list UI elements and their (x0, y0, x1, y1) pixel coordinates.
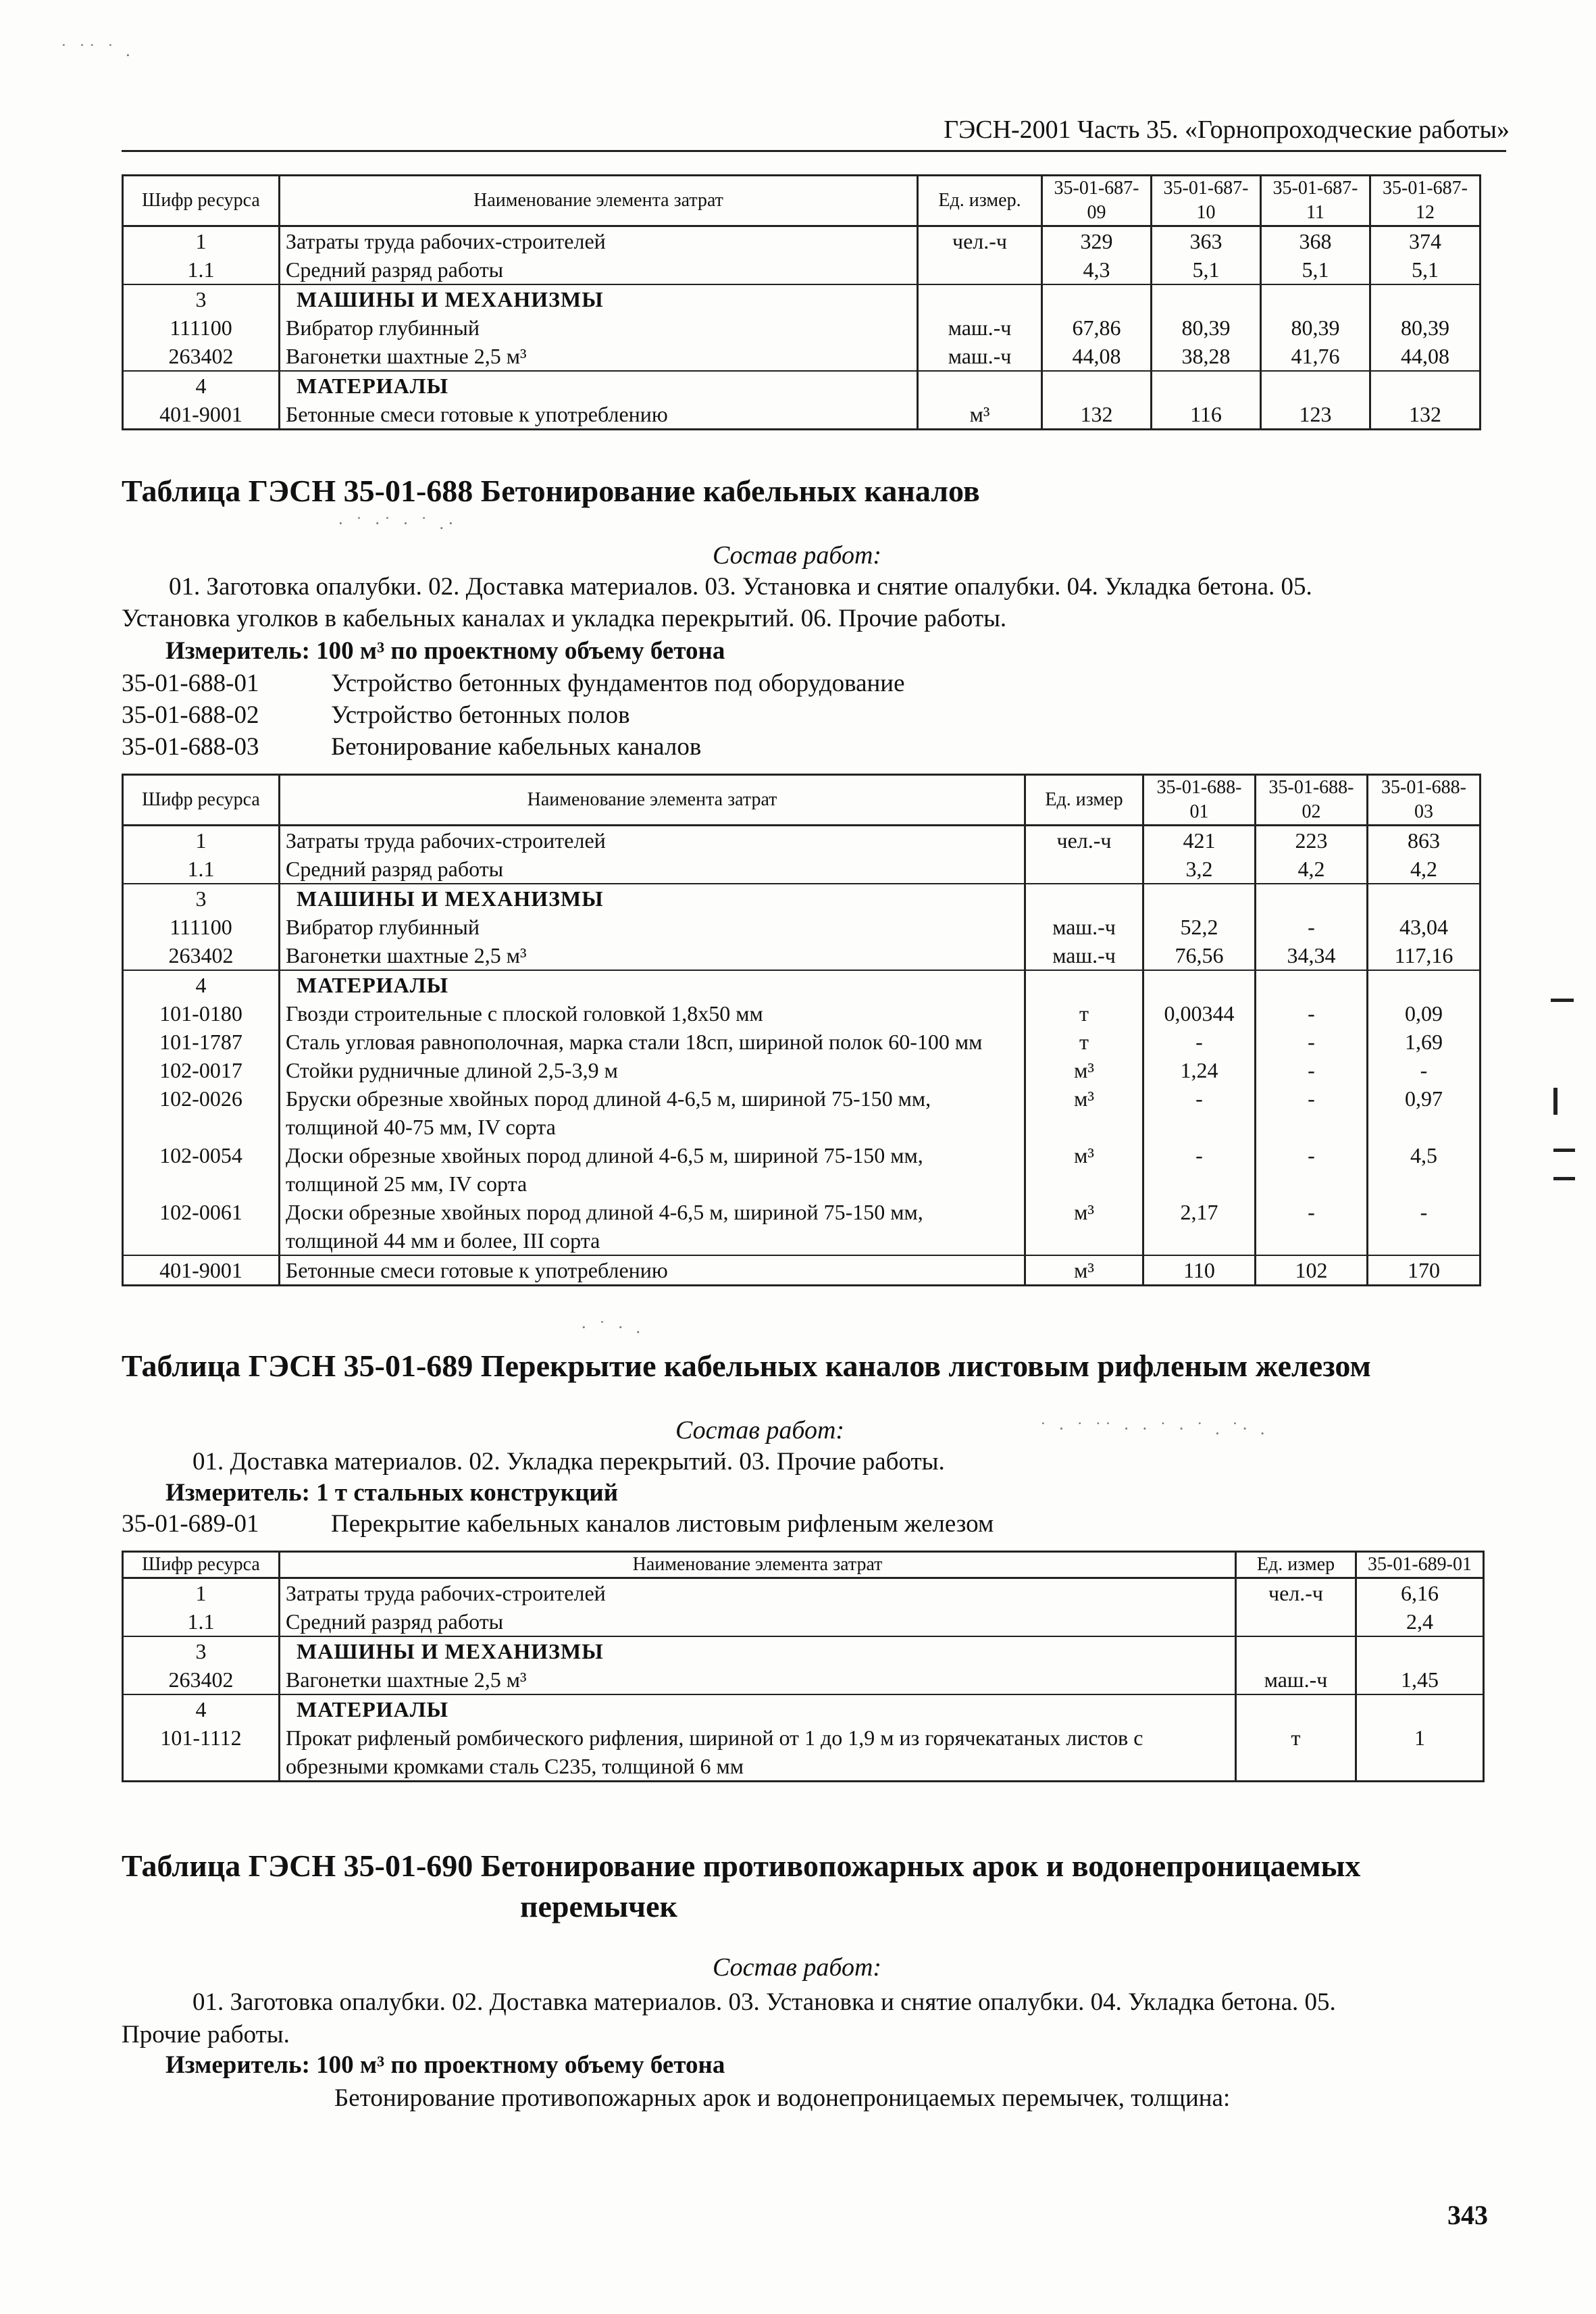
table-section-row (123, 1636, 1484, 1665)
table-cell: 44,08 (1042, 342, 1152, 371)
scan-noise: · ˙ · . (581, 1317, 644, 1337)
table-cell: Доски обрезные хвойных пород длиной 4-6,5 м, шириной 75-150 мм, толщиной 44 мм и более, III сорта (280, 1198, 1025, 1255)
table-header-row (123, 775, 1481, 826)
table-cell: м³ (918, 400, 1042, 430)
table-cell (1152, 371, 1261, 400)
table-cell: 263402 (123, 342, 280, 371)
measure-unit: Измеритель: 100 м³ по проектному объему бетона (165, 2051, 725, 2079)
table-cell: 1.1 (123, 855, 280, 884)
table-cell: 5,1 (1152, 255, 1261, 284)
scan-noise: ˙ ˙˙ ˙ . (61, 41, 134, 60)
table-cell: МАШИНЫ И МЕХАНИЗМЫ (280, 884, 1025, 913)
table-cell (1236, 1636, 1356, 1665)
table-row (123, 913, 1481, 941)
table-cell: 4,2 (1368, 855, 1481, 884)
col-header-rate: 35-01-688-01 (1143, 775, 1256, 826)
table-row (123, 1724, 1484, 1782)
table-cell: 102-0054 (123, 1141, 280, 1198)
col-header-rate: 35-01-688-03 (1368, 775, 1481, 826)
table-cell: т (1236, 1724, 1356, 1782)
table-cell: 3 (123, 1636, 280, 1665)
works-text: Прочие работы. (122, 2021, 290, 2048)
table-cell: 1 (1356, 1724, 1484, 1782)
table-cell: 102 (1256, 1255, 1368, 1286)
col-header-name: Наименование элемента затрат (280, 775, 1025, 826)
table-cell: 34,34 (1256, 941, 1368, 970)
table-row (123, 1578, 1484, 1608)
table-690-title-cont: перемычек (520, 1889, 678, 1923)
table-cell: 3 (123, 884, 280, 913)
item-line: 35-01-688-03 Бетонирование кабельных каналов (122, 733, 702, 761)
table-cell: 102-0061 (123, 1198, 280, 1255)
table-cell: 863 (1368, 826, 1481, 855)
works-text: 01. Заготовка опалубки. 02. Доставка материалов. 03. Установка и снятие опалубки. 04. Укладка бетона. 05. (169, 573, 1312, 601)
table-cell: - (1256, 913, 1368, 941)
table-cell: 4,3 (1042, 255, 1152, 284)
table-cell: 4 (123, 371, 280, 400)
table-cell: 44,08 (1370, 342, 1481, 371)
item-line: 35-01-688-01 Устройство бетонных фундаментов под оборудование (122, 670, 905, 697)
table-cell: 116 (1152, 400, 1261, 430)
table-cell: 101-1112 (123, 1724, 280, 1782)
table-cell: 5,1 (1370, 255, 1481, 284)
table-cell (1370, 284, 1481, 313)
table-cell (1368, 884, 1481, 913)
col-header-unit: Ед. измер (1236, 1552, 1356, 1578)
table-cell: маш.-ч (918, 342, 1042, 371)
subtitle-text: Бетонирование противопожарных арок и водонепроницаемых перемычек, толщина: (334, 2084, 1231, 2112)
table-cell: Средний разряд работы (280, 1607, 1236, 1636)
scan-margin-mark (1553, 1149, 1575, 1152)
scan-noise: · ˙ ·˙ · ˙ .· (338, 513, 458, 533)
table-cell: МАШИНЫ И МЕХАНИЗМЫ (280, 284, 918, 313)
table-cell: Средний разряд работы (280, 855, 1025, 884)
table-cell (918, 255, 1042, 284)
table-header-row (123, 176, 1481, 226)
table-cell: 1 (123, 826, 280, 855)
table-row (123, 313, 1481, 342)
table-section-row (123, 1694, 1484, 1724)
table-cell: 3 (123, 284, 280, 313)
col-header-rate: 35-01-687-09 (1042, 176, 1152, 226)
table-cell: 117,16 (1368, 941, 1481, 970)
table-cell: Средний разряд работы (280, 255, 918, 284)
table-cell: 123 (1261, 400, 1370, 430)
table-cell: - (1256, 999, 1368, 1028)
table-cell: т (1025, 1028, 1143, 1056)
table-cell: Вибратор глубинный (280, 313, 918, 342)
table-row (123, 1141, 1481, 1198)
table-cell: 102-0026 (123, 1084, 280, 1141)
scan-noise: ˙ · ˙ ˙˙ · · ˙ · ˙ . ˙· . (1040, 1419, 1269, 1438)
table-cell (918, 371, 1042, 400)
table-cell: Стойки рудничные длиной 2,5-3,9 м (280, 1056, 1025, 1084)
table-cell: чел.-ч (1025, 826, 1143, 855)
table-cell: 80,39 (1370, 313, 1481, 342)
table-688-title: Таблица ГЭСН 35-01-688 Бетонирование кабельных каналов (122, 474, 980, 508)
table-cell: - (1256, 1084, 1368, 1141)
table-cell: 421 (1143, 826, 1256, 855)
table-cell: Бетонные смеси готовые к употреблению (280, 400, 918, 430)
table-cell: - (1256, 1198, 1368, 1255)
table-cell: 43,04 (1368, 913, 1481, 941)
table-cell: 1,45 (1356, 1665, 1484, 1694)
table-cell: 132 (1370, 400, 1481, 430)
table-cell: 374 (1370, 226, 1481, 256)
table-cell: м³ (1025, 1084, 1143, 1141)
table-cell: - (1143, 1084, 1256, 1141)
table-689-title: Таблица ГЭСН 35-01-689 Перекрытие кабельных каналов листовым рифленым железом (122, 1349, 1371, 1383)
table-cell: маш.-ч (1025, 913, 1143, 941)
table-cell: 170 (1368, 1255, 1481, 1286)
col-header-rate: 35-01-687-12 (1370, 176, 1481, 226)
table-cell: 111100 (123, 913, 280, 941)
table-cell: 329 (1042, 226, 1152, 256)
page-number: 343 (1447, 2200, 1488, 2230)
table-cell (1143, 884, 1256, 913)
table-cell: - (1143, 1028, 1256, 1056)
table-section-row (123, 371, 1481, 400)
table-cell: 4,5 (1368, 1141, 1481, 1198)
table-cell (1236, 1607, 1356, 1636)
table-row (123, 855, 1481, 884)
col-header-name: Наименование элемента затрат (280, 176, 918, 226)
table-cell (1143, 970, 1256, 999)
table-cell: маш.-ч (1025, 941, 1143, 970)
table-cell: 0,97 (1368, 1084, 1481, 1141)
works-text: 01. Заготовка опалубки. 02. Доставка материалов. 03. Установка и снятие опалубки. 04. Укладка бетона. 05. (192, 1988, 1336, 2016)
table-cell: - (1256, 1028, 1368, 1056)
table-689 (122, 1551, 1485, 1782)
table-cell: 76,56 (1143, 941, 1256, 970)
table-cell: Бруски обрезные хвойных пород длиной 4-6,5 м, шириной 75-150 мм, толщиной 40-75 мм, IV сорта (280, 1084, 1025, 1141)
table-cell: чел.-ч (1236, 1578, 1356, 1608)
table-row (123, 342, 1481, 371)
table-cell: 4,2 (1256, 855, 1368, 884)
table-cell: 0,00344 (1143, 999, 1256, 1028)
table-cell: Затраты труда рабочих-строителей (280, 226, 918, 256)
works-text: Установка уголков в кабельных каналах и укладка перекрытий. 06. Прочие работы. (122, 605, 1007, 632)
table-cell: - (1143, 1141, 1256, 1198)
table-cell (1152, 284, 1261, 313)
table-cell (1042, 371, 1152, 400)
table-row (123, 400, 1481, 430)
table-cell: Затраты труда рабочих-строителей (280, 826, 1025, 855)
table-section-row (123, 970, 1481, 999)
table-cell: 401-9001 (123, 400, 280, 430)
table-row (123, 1056, 1481, 1084)
table-cell: маш.-ч (1236, 1665, 1356, 1694)
table-cell (1025, 970, 1143, 999)
table-cell: 1 (123, 1578, 280, 1608)
table-cell: 101-1787 (123, 1028, 280, 1056)
table-cell: м³ (1025, 1198, 1143, 1255)
table-cell (1256, 884, 1368, 913)
table-cell: 263402 (123, 941, 280, 970)
table-header-row (123, 1552, 1484, 1578)
table-cell (1025, 855, 1143, 884)
table-cell: Бетонные смеси готовые к употреблению (280, 1255, 1025, 1286)
table-cell: 4 (123, 970, 280, 999)
table-row (123, 999, 1481, 1028)
table-row (123, 226, 1481, 256)
table-cell: Вагонетки шахтные 2,5 м³ (280, 1665, 1236, 1694)
table-cell: 223 (1256, 826, 1368, 855)
table-cell (1042, 284, 1152, 313)
table-cell: 401-9001 (123, 1255, 280, 1286)
col-header-name: Наименование элемента затрат (280, 1552, 1236, 1578)
table-cell: м³ (1025, 1056, 1143, 1084)
col-header-code: Шифр ресурса (123, 1552, 280, 1578)
col-header-unit: Ед. измер (1025, 775, 1143, 826)
table-cell: 132 (1042, 400, 1152, 430)
scan-margin-mark (1553, 1088, 1558, 1115)
table-cell: 110 (1143, 1255, 1256, 1286)
table-cell (1256, 970, 1368, 999)
table-690-title: Таблица ГЭСН 35-01-690 Бетонирование противопожарных арок и водонепроницаемых (122, 1848, 1361, 1883)
table-cell: МАШИНЫ И МЕХАНИЗМЫ (280, 1636, 1236, 1665)
table-cell: 263402 (123, 1665, 280, 1694)
table-cell (1236, 1694, 1356, 1724)
table-cell: Вибратор глубинный (280, 913, 1025, 941)
table-cell: Затраты труда рабочих-строителей (280, 1578, 1236, 1608)
table-cell: 102-0017 (123, 1056, 280, 1084)
table-cell: м³ (1025, 1141, 1143, 1198)
table-cell: 2,4 (1356, 1607, 1484, 1636)
table-cell: 1.1 (123, 255, 280, 284)
table-688 (122, 774, 1481, 1286)
table-row (123, 1255, 1481, 1286)
works-caption: Состав работ: (713, 1953, 882, 1982)
table-cell: 4 (123, 1694, 280, 1724)
table-cell: 52,2 (1143, 913, 1256, 941)
item-line: 35-01-688-02 Устройство бетонных полов (122, 701, 630, 729)
table-cell (1368, 970, 1481, 999)
scan-margin-mark (1551, 999, 1574, 1002)
table-cell: 6,16 (1356, 1578, 1484, 1608)
header-rule (122, 150, 1506, 152)
table-row (123, 1198, 1481, 1255)
measure-unit: Измеритель: 1 т стальных конструкций (165, 1479, 619, 1507)
table-cell (1025, 884, 1143, 913)
works-caption: Состав работ: (713, 541, 882, 570)
table-cell: маш.-ч (918, 313, 1042, 342)
table-row (123, 1084, 1481, 1141)
table-cell: Сталь угловая равнополочная, марка стали 18сп, шириной полок 60-100 мм (280, 1028, 1025, 1056)
works-caption: Состав работ: (675, 1416, 845, 1444)
col-header-rate: 35-01-687-11 (1261, 176, 1370, 226)
col-header-rate: 35-01-688-02 (1256, 775, 1368, 826)
table-cell: Доски обрезные хвойных пород длиной 4-6,5 м, шириной 75-150 мм, толщиной 25 мм, IV сорта (280, 1141, 1025, 1198)
table-row (123, 826, 1481, 855)
measure-unit: Измеритель: 100 м³ по проектному объему бетона (165, 637, 725, 665)
table-cell: 80,39 (1261, 313, 1370, 342)
table-cell: 1,24 (1143, 1056, 1256, 1084)
table-cell: 80,39 (1152, 313, 1261, 342)
table-cell: 38,28 (1152, 342, 1261, 371)
table-cell: т (1025, 999, 1143, 1028)
table-row (123, 1665, 1484, 1694)
table-cell: МАТЕРИАЛЫ (280, 371, 918, 400)
table-cell: 363 (1152, 226, 1261, 256)
table-row (123, 1028, 1481, 1056)
table-cell (1356, 1636, 1484, 1665)
table-section-row (123, 284, 1481, 313)
table-cell: - (1256, 1056, 1368, 1084)
table-cell: - (1368, 1198, 1481, 1255)
table-cell: 3,2 (1143, 855, 1256, 884)
table-cell: Прокат рифленый ромбического рифления, шириной от 1 до 1,9 м из горячекатаных листов с обрезными кромками сталь С235, толщиной 6 мм (280, 1724, 1236, 1782)
table-cell (1370, 371, 1481, 400)
table-cell: - (1256, 1141, 1368, 1198)
table-cell: 1,69 (1368, 1028, 1481, 1056)
table-cell: 101-0180 (123, 999, 280, 1028)
col-header-code: Шифр ресурса (123, 176, 280, 226)
works-text: 01. Доставка материалов. 02. Укладка перекрытий. 03. Прочие работы. (192, 1448, 945, 1476)
col-header-code: Шифр ресурса (123, 775, 280, 826)
table-cell (918, 284, 1042, 313)
table-row (123, 1607, 1484, 1636)
table-cell: МАТЕРИАЛЫ (280, 970, 1025, 999)
table-cell: 67,86 (1042, 313, 1152, 342)
table-687 (122, 174, 1481, 430)
table-cell: м³ (1025, 1255, 1143, 1286)
table-row (123, 255, 1481, 284)
col-header-rate: 35-01-689-01 (1356, 1552, 1484, 1578)
table-cell (1261, 371, 1370, 400)
table-cell: 41,76 (1261, 342, 1370, 371)
table-cell: Вагонетки шахтные 2,5 м³ (280, 941, 1025, 970)
table-cell: чел.-ч (918, 226, 1042, 256)
table-cell: 2,17 (1143, 1198, 1256, 1255)
table-cell (1356, 1694, 1484, 1724)
table-cell: 111100 (123, 313, 280, 342)
table-cell: Гвозди строительные с плоской головкой 1,8х50 мм (280, 999, 1025, 1028)
table-cell: 1.1 (123, 1607, 280, 1636)
scan-margin-mark (1553, 1177, 1575, 1180)
table-section-row (123, 884, 1481, 913)
item-line: 35-01-689-01 Перекрытие кабельных каналов листовым рифленым железом (122, 1510, 994, 1538)
running-head: ГЭСН-2001 Часть 35. «Горнопроходческие работы» (944, 116, 1510, 144)
table-cell: 1 (123, 226, 280, 256)
table-cell: Вагонетки шахтные 2,5 м³ (280, 342, 918, 371)
table-cell: 0,09 (1368, 999, 1481, 1028)
col-header-rate: 35-01-687-10 (1152, 176, 1261, 226)
table-cell: - (1368, 1056, 1481, 1084)
table-cell: 5,1 (1261, 255, 1370, 284)
col-header-unit: Ед. измер. (918, 176, 1042, 226)
table-cell (1261, 284, 1370, 313)
table-cell: 368 (1261, 226, 1370, 256)
table-cell: МАТЕРИАЛЫ (280, 1694, 1236, 1724)
table-row (123, 941, 1481, 970)
